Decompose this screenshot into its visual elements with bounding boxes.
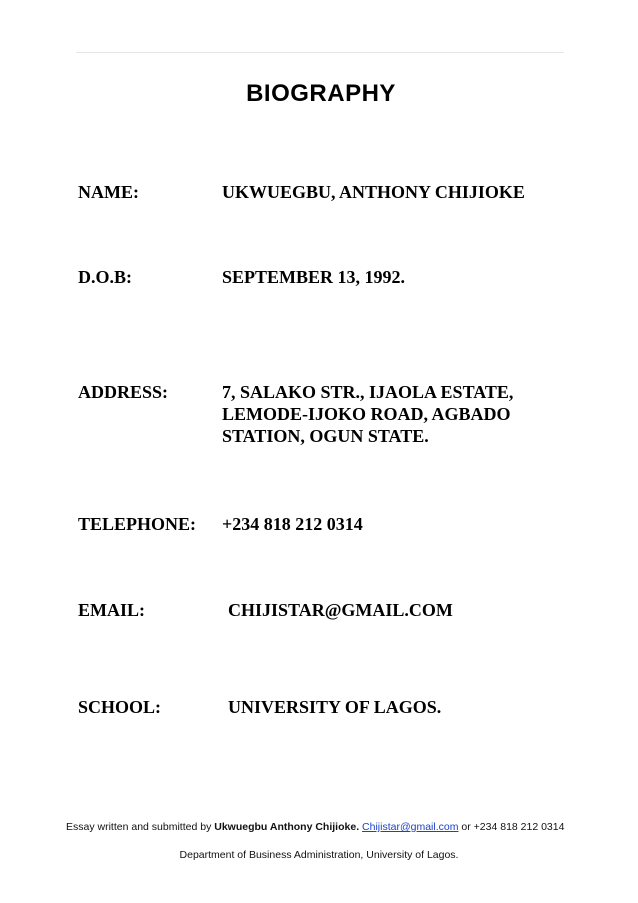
field-label-email: EMAIL: xyxy=(78,600,145,620)
field-value-name: UKWUEGBU, ANTHONY CHIJIOKE xyxy=(222,182,525,202)
footer-credit xyxy=(66,821,626,833)
field-value-address xyxy=(222,381,562,447)
field-label-school: SCHOOL: xyxy=(78,697,162,717)
footer-prefix: Essay written and submitted by xyxy=(66,821,215,833)
field-label-name: NAME: xyxy=(78,182,139,202)
footer-department: Department of Business Administration, University of Lagos. xyxy=(179,849,459,861)
field-value-email: CHIJISTAR@GMAIL.COM xyxy=(228,600,453,620)
field-value-dob: SEPTEMBER 13, 1992. xyxy=(222,267,406,287)
address-line-2: LEMODE-IJOKO ROAD, AGBADO xyxy=(222,404,511,424)
field-label-dob: D.O.B: xyxy=(78,267,132,287)
field-label-address: ADDRESS: xyxy=(78,382,169,402)
address-line-1: 7, SALAKO STR., IJAOLA ESTATE, xyxy=(222,382,514,402)
field-value-school: UNIVERSITY OF LAGOS. xyxy=(228,697,442,717)
footer-author: Ukwuegbu Anthony Chijioke. xyxy=(214,821,360,833)
footer-email-link[interactable]: Chijistar@gmail.com xyxy=(362,821,459,833)
header-rule xyxy=(76,52,564,53)
footer-phone: or +234 818 212 0314 xyxy=(458,821,565,833)
field-label-telephone: TELEPHONE: xyxy=(78,514,197,534)
address-line-3: STATION, OGUN STATE. xyxy=(222,426,429,446)
page-title: BIOGRAPHY xyxy=(246,80,396,107)
field-value-telephone: +234 818 212 0314 xyxy=(222,514,363,534)
